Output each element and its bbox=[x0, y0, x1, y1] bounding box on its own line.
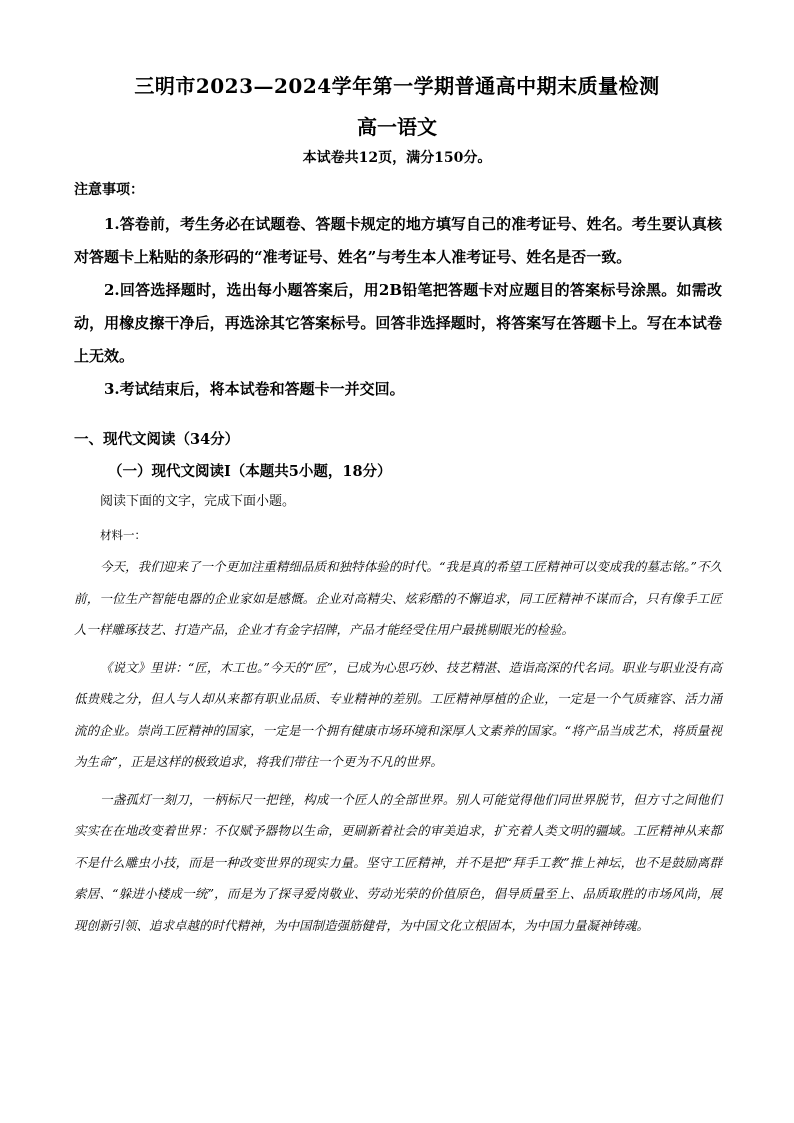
exam-subject: 高一语文 bbox=[357, 115, 437, 139]
material-label: 材料一： bbox=[100, 528, 146, 542]
note-item: 2.回答选择题时，选出每小题答案后，用2B铅笔把答题卡对应题目的答案标号涂黑。如需改动，用橡皮擦干净后，再选涂其它答案标号。回答非选择题时，将答案写在答题卡上。写在本试卷上无效。 bbox=[74, 281, 722, 365]
notes-heading: 注意事项： bbox=[74, 182, 144, 198]
article-paragraph: 一盏孤灯一刻刀，一柄标尺一把锉，构成一个匠人的全部世界。别人可能觉得他们同世界脱节，但方寸之间他们实实在在地改变着世界：不仅赋予器物以生命，更刷新着社会的审美追求，扩充着人类文明的疆域。工匠精神从来都不是什么雕虫小技，而是一种改变世界的现实力量。坚守工匠精神，并不是把“拜手工教”推上神坛，也不是鼓励离群索居、“躲进小楼成一统”，而是为了探寻爱岗敬业、劳动光荣的价值原色，倡导质量至上、品质取胜的市场风尚，展现创新引领、追求卓越的时代精神，为中国制造强筋健骨，为中国文化立根固本，为中国力量凝神铸魂。 bbox=[74, 791, 722, 933]
subsection-heading: （一）现代文阅读Ⅰ（本题共5小题，18分） bbox=[108, 463, 392, 480]
note-item: 1.答卷前，考生务必在试题卷、答题卡规定的地方填写自己的准考证号、姓名。考生要认真核对答题卡上粘贴的条形码的“准考证号、姓名”与考生本人准考证号、姓名是否一致。 bbox=[74, 215, 722, 266]
article-paragraph: 今天，我们迎来了一个更加注重精细品质和独特体验的时代。“我是真的希望工匠精神可以变成我的墓志铭。”不久前，一位生产智能电器的企业家如是感慨。企业对高精尖、炫彩酷的不懈追求，同工匠精神不谋而合，只有像手工匠人一样雕琢技艺、打造产品，企业才有金字招牌，产品才能经受住用户最挑剔眼光的检验。 bbox=[74, 559, 722, 637]
note-item: 3.考试结束后，将本试卷和答题卡一并交回。 bbox=[104, 380, 405, 398]
notes-list bbox=[74, 208, 722, 406]
exam-title: 三明市2023—2024学年第一学期普通高中期末质量检测 bbox=[134, 74, 660, 98]
material-text bbox=[74, 551, 722, 941]
article-paragraph: 《说文》里讲：“匠，木工也。”今天的“匠”，已成为心思巧妙、技艺精湛、造诣高深的代名词。职业与职业没有高低贵贱之分，但人与人却从来都有职业品质、专业精神的差别。工匠精神厚植的企业，一定是一个气质雍容、活力涌流的企业。崇尚工匠精神的国家，一定是一个拥有健康市场环境和深厚人文素养的国家。“将产品当成艺术，将质量视为生命”，正是这样的极致追求，将我们带往一个更为不凡的世界。 bbox=[74, 659, 722, 769]
reading-instruction: 阅读下面的文字，完成下面小题。 bbox=[100, 494, 296, 509]
exam-info: 本试卷共12页，满分150分。 bbox=[302, 150, 492, 166]
section-heading: 一、现代文阅读（34分） bbox=[74, 431, 240, 448]
